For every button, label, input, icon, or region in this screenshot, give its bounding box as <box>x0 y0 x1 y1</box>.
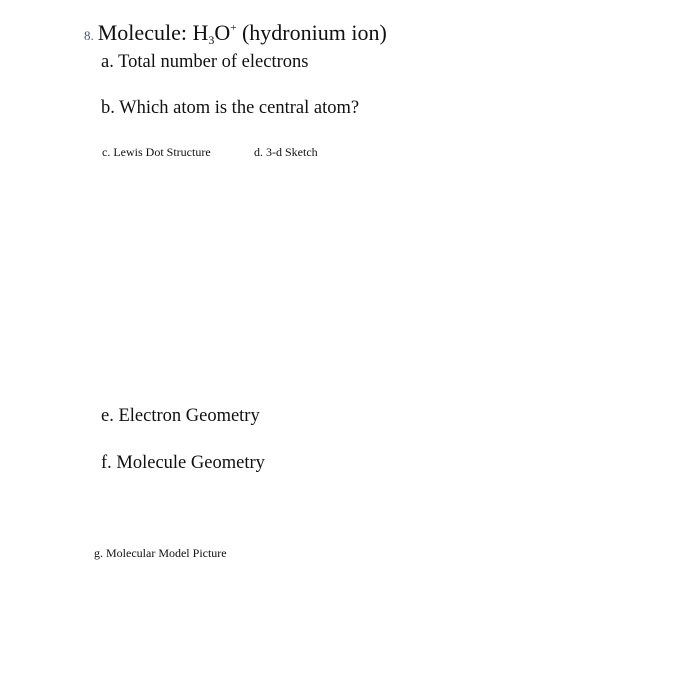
question-label: Molecule: <box>97 20 193 45</box>
question-number: 8. <box>84 28 94 43</box>
formula-oxygen: O <box>214 20 231 45</box>
formula-charge: + <box>230 22 237 34</box>
part-e-electron-geometry: e. Electron Geometry <box>101 406 260 426</box>
part-c-lewis-dot-structure: c. Lewis Dot Structure <box>102 145 211 159</box>
formula-hydrogen: H <box>192 20 209 45</box>
part-a-total-electrons: a. Total number of electrons <box>101 52 309 72</box>
molecule-name: (hydronium ion) <box>236 20 387 45</box>
part-d-3d-sketch: d. 3-d Sketch <box>254 145 318 159</box>
part-f-molecule-geometry: f. Molecule Geometry <box>101 453 265 473</box>
question-header <box>84 20 387 47</box>
formula-subscript: 3 <box>208 33 215 47</box>
part-g-molecular-model-picture: g. Molecular Model Picture <box>94 546 227 560</box>
molecule-formula <box>192 20 236 45</box>
part-b-central-atom: b. Which atom is the central atom? <box>101 98 360 118</box>
